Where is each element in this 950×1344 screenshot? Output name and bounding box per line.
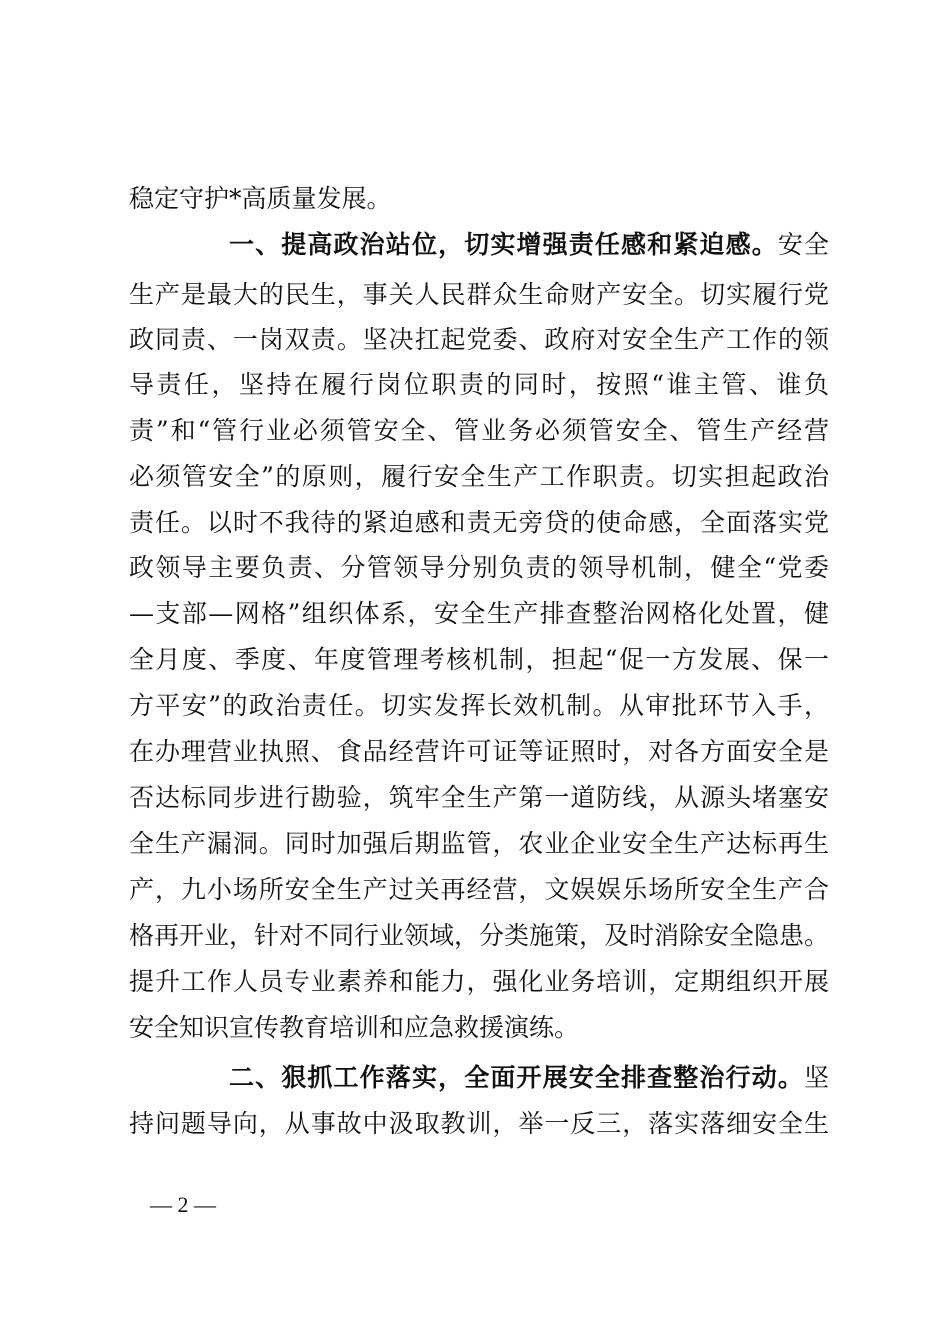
body-line-19 bbox=[129, 1005, 829, 1051]
body-line-17 bbox=[129, 913, 829, 959]
body-line-9 bbox=[129, 545, 829, 591]
body-line-16 bbox=[129, 867, 829, 913]
line-text: 生产是最大的民生，事关人民群众生命财产安全。切实履行党 bbox=[129, 280, 829, 309]
line-text: 必须管安全”的原则，履行安全生产工作职责。切实担起政治 bbox=[129, 462, 829, 491]
section-heading-1: 一、提高政治站位，切实增强责任感和紧迫感。 bbox=[229, 230, 778, 259]
line-text: 在办理营业执照、食品经营许可证等证照时，对各方面安全是 bbox=[129, 737, 829, 766]
body-line-8 bbox=[129, 500, 829, 546]
body-line-13 bbox=[129, 729, 829, 775]
body-line-3 bbox=[129, 272, 829, 318]
section-heading-1-line bbox=[229, 222, 829, 268]
body-line-14 bbox=[129, 775, 829, 821]
line-text: 产，九小场所安全生产过关再经营，文娱娱乐场所安全生产合 bbox=[129, 875, 829, 904]
line-text: 政同责、一岗双责。坚决扛起党委、政府对安全生产工作的领 bbox=[129, 325, 829, 354]
line-text: 安全 bbox=[777, 230, 829, 259]
body-line-1 bbox=[129, 176, 829, 222]
body-line-10 bbox=[129, 591, 829, 637]
line-text: 政领导主要负责、分管领导分别负责的领导机制，健全“党委 bbox=[129, 553, 829, 582]
body-line-18 bbox=[129, 959, 829, 1005]
body-line-11 bbox=[129, 637, 829, 683]
line-text: 否达标同步进行勘验，筑牢全生产第一道防线，从源头堵塞安 bbox=[129, 783, 829, 812]
section-heading-2-line bbox=[229, 1055, 829, 1101]
line-text: 责”和“管行业必须管安全、管业务必须管安全、管生产经营 bbox=[129, 416, 829, 445]
body-line-12 bbox=[129, 683, 829, 729]
line-text: 持问题导向，从事故中汲取教训，举一反三，落实落细安全生 bbox=[129, 1109, 829, 1138]
line-text: 稳定守护*高质量发展。 bbox=[129, 184, 392, 213]
line-text: 导责任，坚持在履行岗位职责的同时，按照“谁主管、谁负 bbox=[129, 370, 829, 399]
line-text: 全生产漏洞。同时加强后期监管，农业企业安全生产达标再生 bbox=[129, 829, 829, 858]
line-text: 提升工作人员专业素养和能力，强化业务培训，定期组织开展 bbox=[129, 967, 829, 996]
line-text: —支部—网格”组织体系，安全生产排查整治网格化处置，健 bbox=[129, 599, 829, 628]
body-line-6 bbox=[129, 408, 829, 454]
section-heading-2: 二、狠抓工作落实，全面开展安全排查整治行动。 bbox=[229, 1063, 804, 1092]
line-text: 全月度、季度、年度管理考核机制，担起“促一方发展、保一 bbox=[129, 645, 829, 674]
line-text: 坚 bbox=[803, 1063, 829, 1092]
page-number: — 2 — bbox=[150, 1192, 216, 1217]
body-line-21 bbox=[129, 1101, 829, 1147]
body-line-5 bbox=[129, 362, 829, 408]
line-text: 方平安”的政治责任。切实发挥长效机制。从审批环节入手， bbox=[129, 691, 829, 720]
line-text: 安全知识宣传教育培训和应急救援演练。 bbox=[129, 1013, 580, 1042]
line-text: 格再开业，针对不同行业领域，分类施策，及时消除安全隐患。 bbox=[129, 921, 829, 950]
body-line-7 bbox=[129, 454, 829, 500]
body-line-4 bbox=[129, 317, 829, 363]
line-text: 责任。以时不我待的紧迫感和责无旁贷的使命感，全面落实党 bbox=[129, 508, 829, 537]
body-line-15 bbox=[129, 821, 829, 867]
